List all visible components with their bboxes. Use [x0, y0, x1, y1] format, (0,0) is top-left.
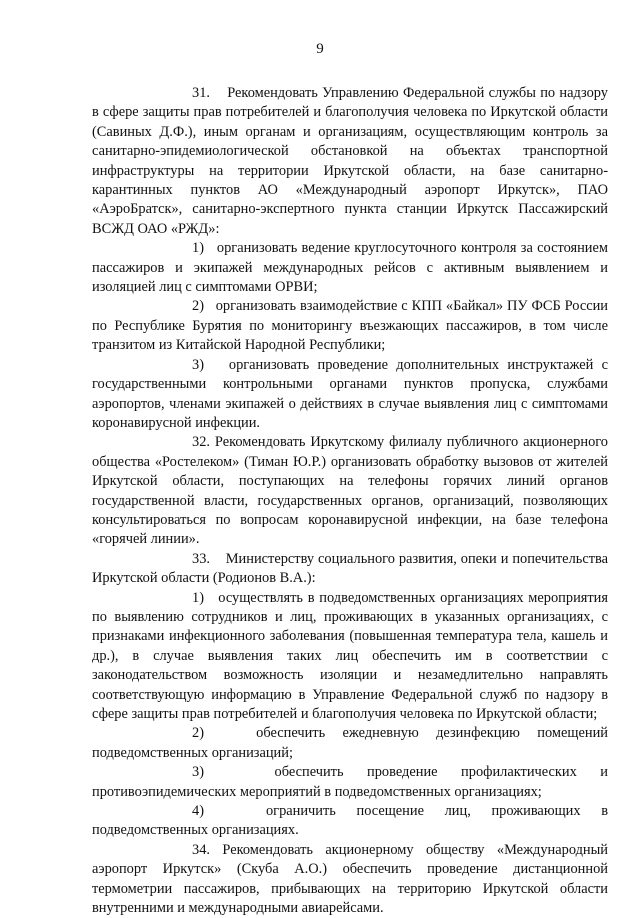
paragraph-31: [92, 84, 608, 239]
subitem-33-1: [92, 589, 608, 725]
paragraph-number: 31.: [192, 85, 210, 101]
subitem-text: обеспечить проведение профилактических и противоэпидемических мероприятий в подведомственных организациях;: [92, 764, 608, 800]
subitem-text: организовать проведение дополнительных инструктажей с государственными контрольными органами пунктов пропуска, службами аэропортов, членами экипажей о действиях в случае выявления лиц с симптомами коронавирусной инфекции.: [92, 356, 609, 431]
subitem-text: осуществлять в подведомственных организациях мероприятия по выявлению сотрудников и лиц, проживающих в указанных организациях, с признаками инфекционного заболевания (повышенная температура тела, кашель и др.), в случае выявления таких лиц обеспечить им в соответствии с законодательством возможность изоляции и незамедлительно направлять соответствующую информацию в Управление Федеральной служб по надзору в сфере защиты прав потребителей и благополучия человека по Иркутской области;: [92, 589, 608, 722]
subitem-33-4: [92, 802, 608, 841]
paragraph-number: 34.: [192, 841, 210, 858]
subitem-text: ограничить посещение лиц, проживающих в подведомственных организациях.: [92, 803, 608, 839]
document-body: [92, 84, 608, 918]
paragraph-text: Рекомендовать Управлению Федеральной службы по надзору в сфере защиты прав потребителей и благополучия человека по Иркутской области (Савиных Д.Ф.), иным органам и организациям, осуществляющим контроль за санитарно-эпидемиологической обстановкой на объектах транспортной инфраструктуры на территории Иркутской области, на базе санитарно-карантинных пунктов АО «Международный аэропорт Иркутск», ПАО «АэроБратск», санитарно-экспертного пункта станции Иркутск Пассажирский ВСЖД ОАО «РЖД»:: [92, 85, 608, 237]
subitem-31-3: [92, 356, 608, 434]
subitem-number: 3): [192, 764, 204, 781]
subitem-number: 1): [192, 240, 204, 257]
subitem-31-2: [92, 297, 608, 355]
paragraph-text: Рекомендовать Иркутскому филиалу публичного акционерного общества «Ростелеком» (Тиман Ю.Р.) организовать обработку вызовов от жителей Иркутской области, поступающих на телефоны горячих линий органов государственной власти, государственных органов, организаций, позволяющих консультироваться по вопросам коронавирусной инфекции, на базе телефона «горячей линии».: [92, 434, 608, 548]
subitem-number: 1): [192, 589, 204, 606]
paragraph-text: Министерству социального развития, опеки и попечительства Иркутской области (Родионов В.А.):: [92, 550, 608, 587]
paragraph-number: 33.: [192, 550, 210, 567]
paragraph-33: [92, 550, 608, 589]
subitem-33-3: [92, 763, 608, 802]
subitem-31-1: [92, 239, 608, 297]
page-number: 9: [316, 41, 324, 57]
subitem-33-2: [92, 724, 608, 763]
subitem-text: организовать взаимодействие с КПП «Байкал» ПУ ФСБ России по Республике Бурятия по мониторингу въезжающих пассажиров, в том числе транзитом из Китайской Народной Республики;: [92, 298, 608, 354]
subitem-number: 2): [192, 725, 204, 742]
paragraph-number: 32.: [192, 434, 210, 451]
subitem-number: 4): [192, 803, 204, 820]
paragraph-34: [92, 841, 608, 918]
subitem-number: 3): [192, 356, 204, 373]
subitem-text: обеспечить ежедневную дезинфекцию помещений подведомственных организаций;: [92, 725, 608, 761]
subitem-text: организовать ведение круглосуточного контроля за состоянием пассажиров и экипажей международных рейсов с активным выявлением и изоляцией лиц с симптомами ОРВИ;: [92, 240, 609, 296]
paragraph-32: [92, 433, 608, 549]
subitem-number: 2): [192, 298, 204, 315]
paragraph-text: Рекомендовать акционерному обществу «Международный аэропорт Иркутск» (Скуба А.О.) обеспечить проведение дистанционной термометрии пассажиров, прибывающих на территорию Иркутской области внутренними и международными авиарейсами.: [92, 841, 608, 917]
